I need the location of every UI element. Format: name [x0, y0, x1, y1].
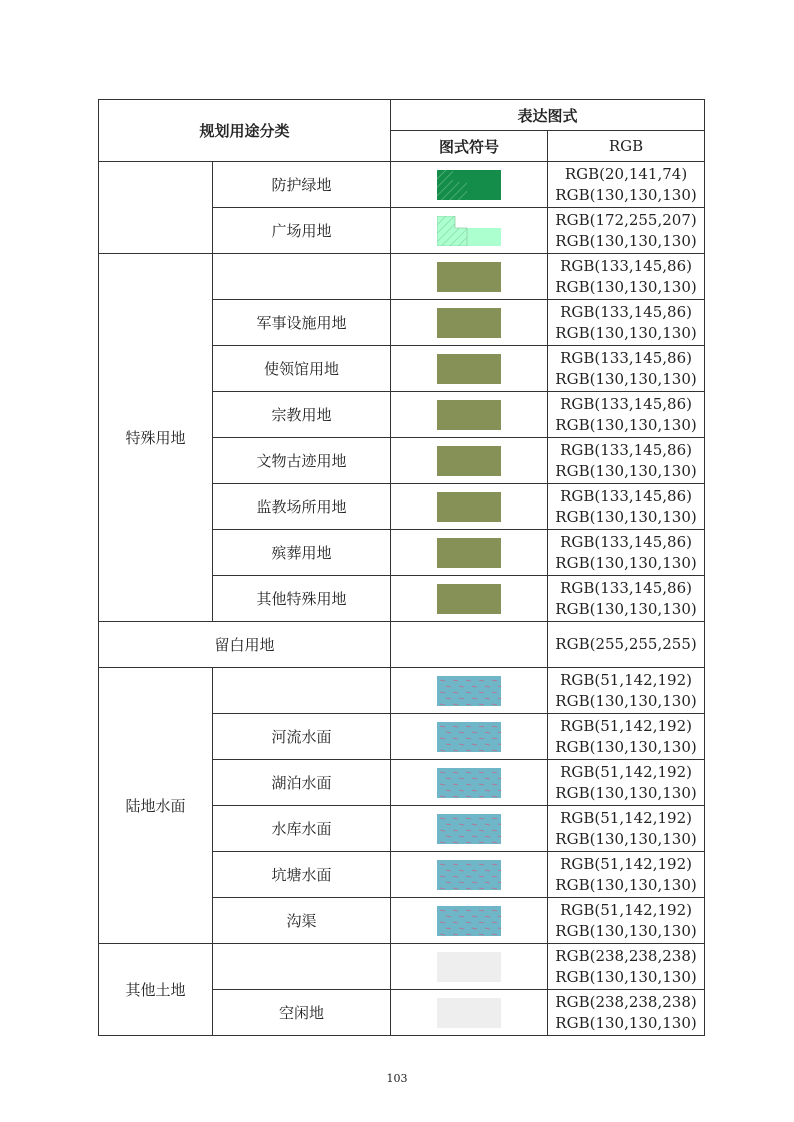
stroke-rgb: RGB(130,130,130) [555, 599, 697, 618]
symbol-cell [391, 806, 548, 852]
name-cell: 文物古迹用地 [213, 438, 391, 484]
name-cell: 防护绿地 [213, 162, 391, 208]
rgb-cell [548, 806, 705, 852]
name-cell [213, 668, 391, 714]
symbol-swatch-svg [437, 952, 501, 982]
name-cell: 军事设施用地 [213, 300, 391, 346]
symbol-swatch-svg [437, 492, 501, 522]
symbol-swatch-svg [437, 630, 501, 660]
legend-table [98, 99, 705, 1036]
symbol-swatch-svg [437, 262, 501, 292]
fill-rgb: RGB(133,145,86) [560, 348, 692, 367]
fill-rgb: RGB(133,145,86) [560, 256, 692, 275]
rgb-cell [548, 898, 705, 944]
stroke-rgb: RGB(130,130,130) [555, 921, 697, 940]
symbol-swatch-svg [437, 860, 501, 890]
stroke-rgb: RGB(130,130,130) [555, 507, 697, 526]
symbol-swatch [437, 492, 501, 522]
header-symbol: 图式符号 [391, 131, 548, 162]
fill-rgb: RGB(51,142,192) [560, 808, 692, 827]
fill-rgb: RGB(51,142,192) [560, 716, 692, 735]
fill-rgb: RGB(20,141,74) [564, 164, 688, 183]
symbol-cell [391, 254, 548, 300]
fill-rgb: RGB(133,145,86) [560, 440, 692, 459]
name-cell: 殡葬用地 [213, 530, 391, 576]
symbol-swatch-svg [437, 814, 501, 844]
symbol-swatch [437, 952, 501, 982]
fill-rgb: RGB(51,142,192) [560, 670, 692, 689]
name-cell: 空闲地 [213, 990, 391, 1036]
symbol-cell [391, 990, 548, 1036]
symbol-cell [391, 944, 548, 990]
symbol-swatch-svg [437, 538, 501, 568]
symbol-swatch-svg [437, 998, 501, 1028]
stroke-rgb: RGB(130,130,130) [555, 277, 697, 296]
rgb-cell [548, 438, 705, 484]
symbol-swatch [437, 170, 501, 200]
rgb-cell [548, 576, 705, 622]
symbol-swatch [437, 400, 501, 430]
name-cell: 河流水面 [213, 714, 391, 760]
symbol-cell [391, 392, 548, 438]
stroke-rgb: RGB(130,130,130) [555, 553, 697, 572]
group-cell: 陆地水面 [99, 668, 213, 944]
name-cell [213, 254, 391, 300]
symbol-swatch-svg [437, 722, 501, 752]
symbol-swatch-svg [437, 676, 501, 706]
stroke-rgb: RGB(130,130,130) [555, 461, 697, 480]
rgb-cell [548, 714, 705, 760]
symbol-cell [391, 668, 548, 714]
symbol-swatch [437, 860, 501, 890]
symbol-cell [391, 530, 548, 576]
symbol-cell [391, 208, 548, 254]
name-cell: 宗教用地 [213, 392, 391, 438]
name-cell: 监教场所用地 [213, 484, 391, 530]
stroke-rgb: RGB(130,130,130) [555, 829, 697, 848]
fill-rgb: RGB(51,142,192) [560, 900, 692, 919]
fill-rgb: RGB(172,255,207) [555, 210, 697, 229]
table-row [99, 622, 705, 668]
symbol-swatch [437, 584, 501, 614]
fill-rgb: RGB(133,145,86) [560, 532, 692, 551]
page-number: 103 [386, 1072, 408, 1085]
symbol-swatch [437, 308, 501, 338]
name-cell: 沟渠 [213, 898, 391, 944]
table-row [99, 668, 705, 714]
symbol-cell [391, 760, 548, 806]
stroke-rgb: RGB(130,130,130) [555, 875, 697, 894]
stroke-rgb: RGB(130,130,130) [555, 369, 697, 388]
stroke-rgb: RGB(130,130,130) [555, 323, 697, 342]
symbol-swatch-svg [437, 400, 501, 430]
group-cell: 特殊用地 [99, 254, 213, 622]
symbol-swatch [437, 722, 501, 752]
fill-rgb: RGB(238,238,238) [555, 946, 697, 965]
rgb-cell [548, 484, 705, 530]
symbol-swatch [437, 676, 501, 706]
table-row [99, 162, 705, 208]
symbol-cell [391, 346, 548, 392]
symbol-swatch-svg [437, 216, 501, 246]
fill-rgb: RGB(133,145,86) [560, 394, 692, 413]
symbol-cell [391, 300, 548, 346]
group-cell [99, 162, 213, 254]
symbol-swatch [437, 538, 501, 568]
fill-rgb: RGB(51,142,192) [560, 762, 692, 781]
stroke-rgb: RGB(130,130,130) [555, 737, 697, 756]
stroke-rgb: RGB(130,130,130) [555, 783, 697, 802]
symbol-cell [391, 484, 548, 530]
rgb-cell [548, 622, 705, 668]
symbol-swatch-svg [437, 170, 501, 200]
stroke-rgb: RGB(130,130,130) [555, 185, 697, 204]
symbol-swatch-svg [437, 308, 501, 338]
table-row [99, 254, 705, 300]
rgb-cell [548, 162, 705, 208]
rgb-cell [548, 346, 705, 392]
symbol-swatch [437, 814, 501, 844]
rgb-cell [548, 254, 705, 300]
name-cell: 使领馆用地 [213, 346, 391, 392]
symbol-swatch [437, 998, 501, 1028]
fill-rgb: RGB(133,145,86) [560, 302, 692, 321]
table-row [99, 944, 705, 990]
name-cell: 坑塘水面 [213, 852, 391, 898]
symbol-cell [391, 898, 548, 944]
rgb-cell [548, 760, 705, 806]
header-category: 规划用途分类 [99, 100, 391, 162]
name-cell: 广场用地 [213, 208, 391, 254]
rgb-cell [548, 208, 705, 254]
stroke-rgb: RGB(130,130,130) [555, 231, 697, 250]
symbol-swatch [437, 262, 501, 292]
rgb-cell [548, 852, 705, 898]
symbol-swatch [437, 768, 501, 798]
name-cell: 其他特殊用地 [213, 576, 391, 622]
fill-rgb: RGB(238,238,238) [555, 992, 697, 1011]
symbol-swatch [437, 630, 501, 660]
symbol-swatch-svg [437, 768, 501, 798]
symbol-swatch [437, 906, 501, 936]
symbol-swatch [437, 216, 501, 246]
rgb-cell [548, 990, 705, 1036]
stroke-rgb: RGB(130,130,130) [555, 1013, 697, 1032]
header-expression: 表达图式 [391, 100, 705, 131]
name-cell: 湖泊水面 [213, 760, 391, 806]
symbol-cell [391, 438, 548, 484]
stroke-rgb: RGB(130,130,130) [555, 415, 697, 434]
symbol-swatch-svg [437, 446, 501, 476]
rgb-cell [548, 392, 705, 438]
symbol-cell [391, 714, 548, 760]
name-cell [213, 944, 391, 990]
stroke-rgb: RGB(130,130,130) [555, 967, 697, 986]
fill-rgb: RGB(133,145,86) [560, 578, 692, 597]
symbol-cell [391, 162, 548, 208]
rgb-cell [548, 530, 705, 576]
group-cell: 其他土地 [99, 944, 213, 1036]
rgb-cell [548, 300, 705, 346]
fill-rgb: RGB(51,142,192) [560, 854, 692, 873]
rgb-cell [548, 668, 705, 714]
symbol-swatch [437, 446, 501, 476]
symbol-cell [391, 576, 548, 622]
symbol-swatch-svg [437, 354, 501, 384]
stroke-rgb: RGB(130,130,130) [555, 691, 697, 710]
rgb-cell [548, 944, 705, 990]
symbol-cell [391, 852, 548, 898]
fill-rgb: RGB(255,255,255) [555, 635, 697, 653]
symbol-swatch-svg [437, 906, 501, 936]
symbol-swatch-svg [437, 584, 501, 614]
name-cell: 水库水面 [213, 806, 391, 852]
symbol-swatch [437, 354, 501, 384]
group-cell: 留白用地 [99, 622, 391, 668]
symbol-cell [391, 622, 548, 668]
header-rgb: RGB [548, 131, 705, 162]
fill-rgb: RGB(133,145,86) [560, 486, 692, 505]
